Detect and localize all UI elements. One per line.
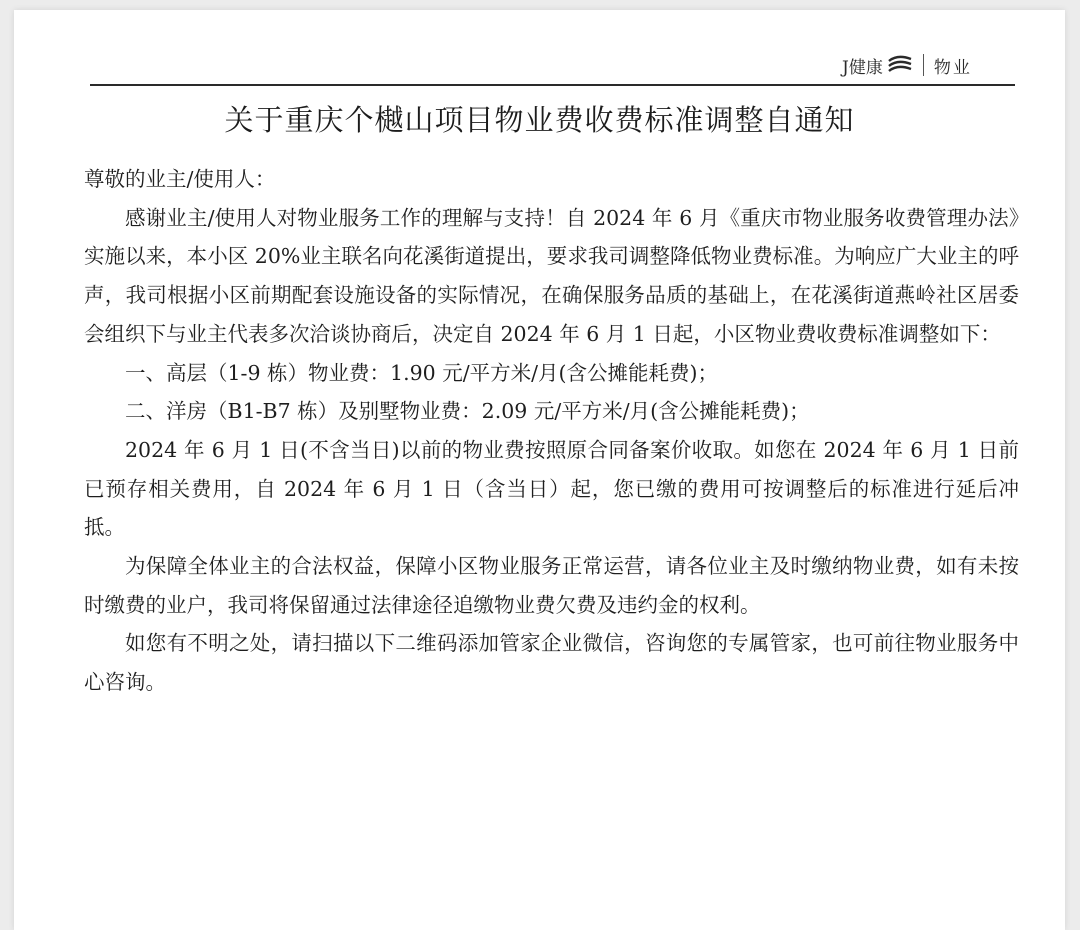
document-page — [14, 10, 1065, 930]
document-body — [84, 160, 1019, 702]
paragraph-payment: 为保障全体业主的合法权益，保障小区物业服务正常运营，请各位业主及时缴纳物业费，如有未按时缴费的业户，我司将保留通过法律途径追缴物业费欠费及违约金的权利。 — [84, 554, 1019, 617]
salutation: 尊敬的业主/使用人： — [84, 167, 276, 191]
paragraph-contact: 如您有不明之处，请扫描以下二维码添加管家企业微信，咨询您的专属管家，也可前往物业服务中心咨询。 — [84, 631, 1019, 695]
brand-name: J健康 — [842, 57, 883, 78]
brand-divider — [923, 54, 924, 76]
header-rule — [90, 84, 1015, 86]
paragraph-intro: 感谢业主/使用人对物业服务工作的理解与支持！自 2024 年 6 月《重庆市物业服务收费管理办法》实施以来，本小区 20%业主联名向花溪街道提出，要求我司调整降低物业费标准。为响应广大业主的呼声，我司根据小区前期配套设施设备的实际情况，在确保服务品质的基础上，在花溪街道燕岭社区居委会组织下与业主代表多次洽谈协商后，决定自 2024 年 6 月 1 日起，小区物业费收费标准调整如下： — [84, 205, 1019, 346]
wave-logo-icon — [887, 55, 913, 75]
brand-header — [842, 50, 972, 80]
document-title: 关于重庆个樾山项目物业费收费标准调整自通知 — [224, 103, 855, 137]
fee-item-high-rise: 一、高层（1-9 栋）物业费：1.90 元/平方米/月(含公摊能耗费)； — [125, 360, 718, 385]
brand-unit: 物业 — [933, 57, 972, 78]
fee-item-villa: 二、洋房（B1-B7 栋）及别墅物业费：2.09 元/平方米/月(含公摊能耗费)； — [125, 399, 810, 424]
paragraph-prepaid: 2024 年 6 月 1 日(不含当日)以前的物业费按照原合同备案价收取。如您在 2024 年 6 月 1 日前已预存相关费用，自 2024 年 6 月 1 日（含当日）起，您已缴的费用可按调整后的标准进行延后冲抵。 — [84, 437, 1019, 540]
